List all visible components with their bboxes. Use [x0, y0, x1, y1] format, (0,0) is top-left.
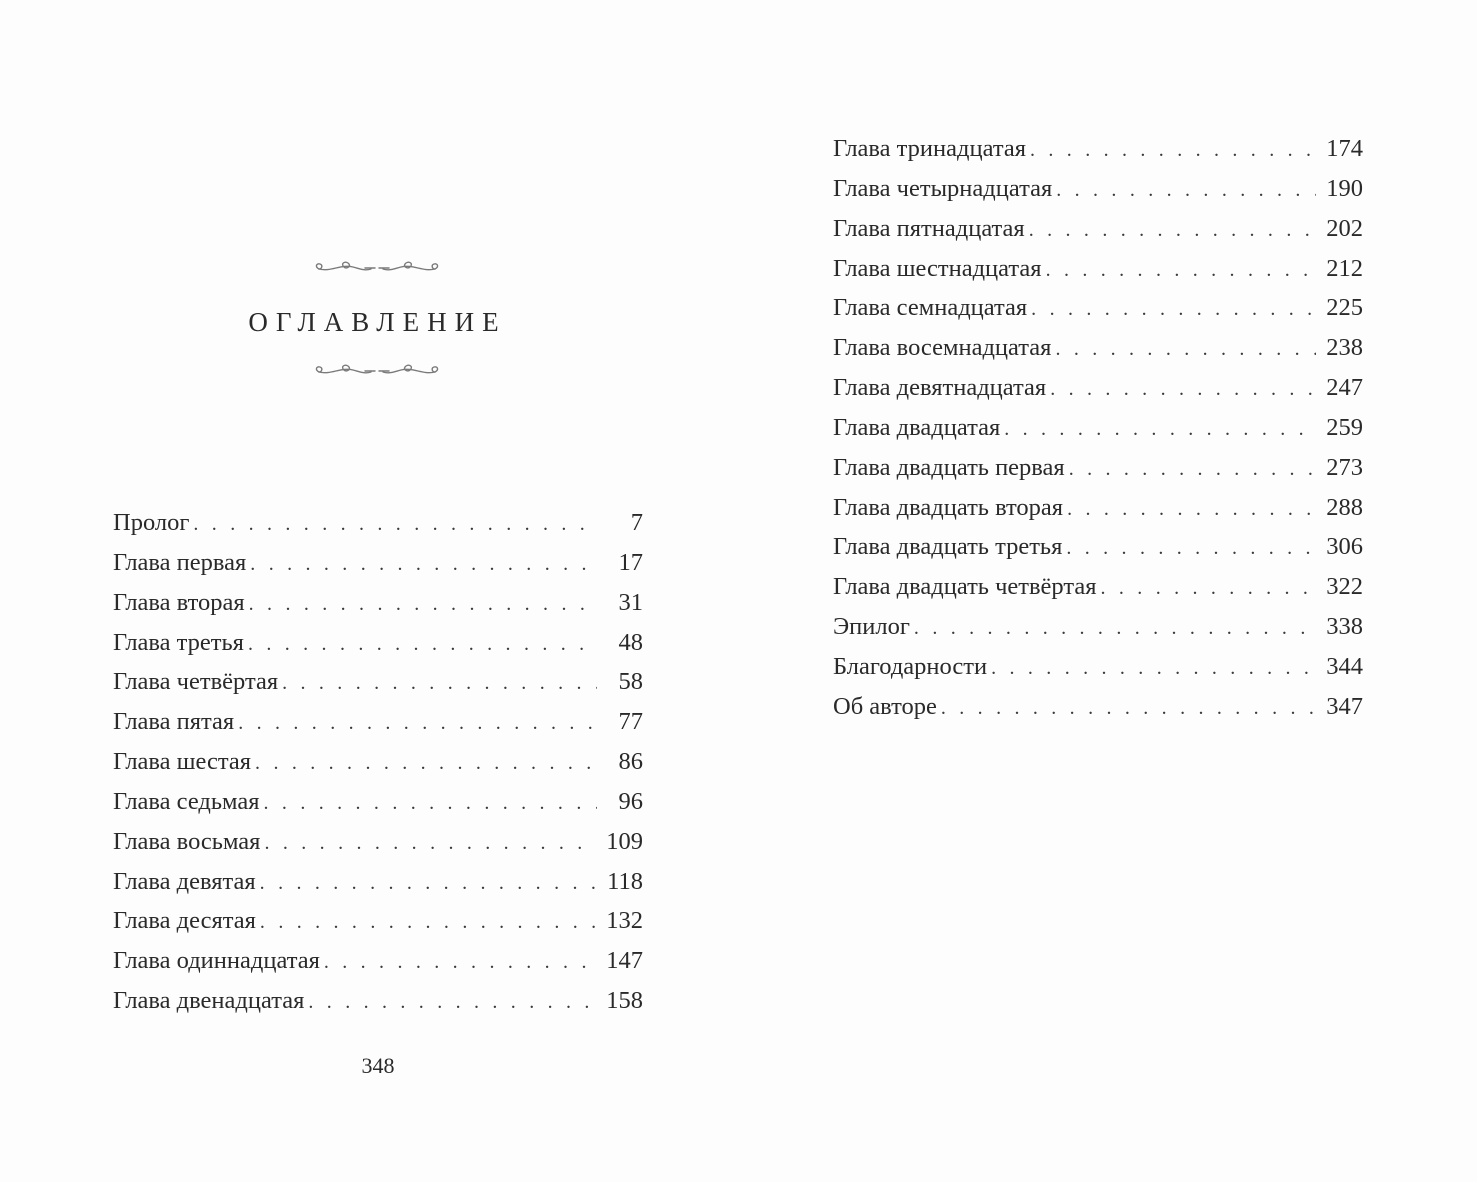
dot-leader: [941, 689, 1316, 729]
toc-entry-title: Глава девятнадцатая: [833, 374, 1047, 402]
toc-entry-page: 158: [606, 987, 643, 1015]
toc-entry-page: 86: [618, 748, 643, 776]
dot-leader: [255, 744, 597, 784]
dot-leader: [1050, 370, 1316, 410]
toc-entry: [113, 941, 643, 981]
toc-entry-title: Эпилог: [833, 613, 910, 641]
toc-entry: [833, 169, 1363, 209]
toc-entry-title: Глава шестнадцатая: [833, 254, 1042, 282]
toc-entry-title: Глава седьмая: [113, 787, 260, 815]
toc-entry-page: 202: [1326, 214, 1363, 242]
toc-entry-title: Глава одиннадцатая: [113, 947, 320, 975]
dot-leader: [1031, 290, 1316, 330]
toc-entry-page: 259: [1326, 413, 1363, 441]
dot-leader: [1046, 251, 1317, 291]
dot-leader: [249, 585, 597, 625]
toc-entry-title: Глава двадцать третья: [833, 533, 1063, 561]
dot-leader: [1004, 410, 1316, 450]
toc-entry-page: 247: [1326, 374, 1363, 402]
dot-leader: [324, 943, 596, 983]
toc-entry: [113, 822, 643, 862]
dot-leader: [1055, 330, 1316, 370]
toc-entry-page: 174: [1326, 135, 1363, 162]
toc-entry: [833, 288, 1363, 328]
dot-leader: [1056, 171, 1316, 211]
toc-entry: [113, 503, 643, 543]
toc-entry: [833, 488, 1363, 528]
dot-leader: [1029, 211, 1317, 251]
toc-entry: [833, 328, 1363, 368]
dot-leader: [914, 609, 1316, 649]
toc-entry-page: 7: [630, 509, 643, 536]
toc-entry-title: Глава двадцать четвёртая: [833, 573, 1097, 601]
toc-entry: [113, 662, 643, 702]
right-page: [738, 0, 1477, 1182]
toc-entry-title: Глава двадцать вторая: [833, 493, 1064, 521]
toc-entry-page: 338: [1326, 613, 1363, 641]
toc-entry-title: Глава двадцатая: [833, 413, 1001, 441]
dot-leader: [308, 983, 596, 1023]
toc-entry-title: Пролог: [113, 509, 190, 536]
toc-entry-title: Глава пятая: [113, 708, 235, 736]
toc-entry-page: 344: [1326, 652, 1363, 680]
toc-entry-page: 190: [1326, 174, 1363, 202]
toc-entry: [833, 607, 1363, 647]
dot-leader: [260, 903, 596, 943]
toc-entry: [833, 129, 1363, 169]
toc-entry-title: Глава третья: [113, 628, 244, 656]
toc-entry-title: Об авторе: [833, 692, 937, 720]
toc-entry-page: 238: [1326, 334, 1363, 362]
dot-leader: [282, 664, 597, 704]
toc-entry-page: 347: [1326, 692, 1363, 720]
toc-entry-page: 31: [618, 588, 643, 616]
toc-entry: [833, 687, 1363, 727]
toc-entry-title: Глава восемнадцатая: [833, 334, 1052, 362]
toc-entry-title: Глава тринадцатая: [833, 135, 1026, 162]
page-number: 348: [361, 1053, 395, 1078]
toc-entry: [113, 862, 643, 902]
toc-entry: [833, 527, 1363, 567]
toc-entry: [113, 543, 643, 583]
dot-leader: [193, 505, 597, 545]
toc-entry-title: Глава двенадцатая: [113, 987, 305, 1015]
toc-entry: [833, 567, 1363, 607]
toc-entry: [113, 782, 643, 822]
toc-entry-title: Глава десятая: [113, 907, 256, 935]
toc-entry: [113, 742, 643, 782]
dot-leader: [1066, 529, 1316, 569]
toc-entry-page: 58: [618, 668, 643, 696]
toc-entry-page: 212: [1326, 254, 1363, 282]
toc-entry: [833, 209, 1363, 249]
toc-list-left: [113, 503, 643, 1021]
left-page: [0, 0, 738, 1182]
dot-leader: [264, 824, 596, 864]
toc-entry-page: 118: [607, 867, 643, 895]
dot-leader: [1069, 450, 1317, 490]
flourish-ornament-icon: [313, 260, 441, 276]
toc-entry: [833, 249, 1363, 289]
toc-entry-page: 77: [618, 708, 643, 736]
toc-entry-title: Глава четвёртая: [113, 668, 279, 696]
toc-entry-page: 288: [1326, 493, 1363, 521]
toc-entry-title: Глава семнадцатая: [833, 294, 1028, 322]
toc-list-right: [833, 129, 1363, 727]
toc-entry-title: Глава двадцать первая: [833, 453, 1065, 481]
toc-entry-title: Глава девятая: [113, 867, 256, 895]
dot-leader: [1030, 131, 1316, 171]
dot-leader: [264, 784, 597, 824]
dot-leader: [238, 704, 597, 744]
dot-leader: [260, 864, 597, 904]
dot-leader: [1067, 490, 1316, 530]
toc-entry: [833, 368, 1363, 408]
toc-entry-page: 17: [618, 548, 643, 576]
toc-entry: [833, 448, 1363, 488]
toc-entry: [113, 583, 643, 623]
toc-entry-page: 96: [618, 787, 643, 815]
toc-entry-title: Благодарности: [833, 652, 988, 680]
toc-entry-page: 147: [606, 947, 643, 975]
toc-entry-page: 109: [606, 827, 643, 855]
toc-entry-title: Глава пятнадцатая: [833, 214, 1025, 242]
toc-entry-title: Глава первая: [113, 548, 247, 576]
toc-entry-page: 273: [1326, 453, 1363, 481]
dot-leader: [1101, 569, 1317, 609]
toc-entry-title: Глава восьмая: [113, 827, 261, 855]
toc-entry-page: 48: [618, 628, 643, 656]
toc-entry: [833, 647, 1363, 687]
dot-leader: [248, 625, 597, 665]
page-title: ОГЛАВЛЕНИЕ: [248, 307, 507, 337]
toc-entry: [833, 408, 1363, 448]
toc-entry-title: Глава шестая: [113, 748, 252, 776]
toc-entry-title: Глава вторая: [113, 588, 245, 616]
toc-entry: [113, 623, 643, 663]
toc-entry-page: 322: [1326, 573, 1363, 601]
toc-entry: [113, 702, 643, 742]
toc-entry-title: Глава четырнадцатая: [833, 174, 1053, 202]
toc-entry: [113, 901, 643, 941]
dot-leader: [250, 545, 597, 585]
toc-entry: [113, 981, 643, 1021]
toc-entry-page: 132: [606, 907, 643, 935]
flourish-ornament-icon: [313, 363, 441, 379]
dot-leader: [991, 649, 1316, 689]
toc-entry-page: 306: [1326, 533, 1363, 561]
toc-entry-page: 225: [1326, 294, 1363, 322]
